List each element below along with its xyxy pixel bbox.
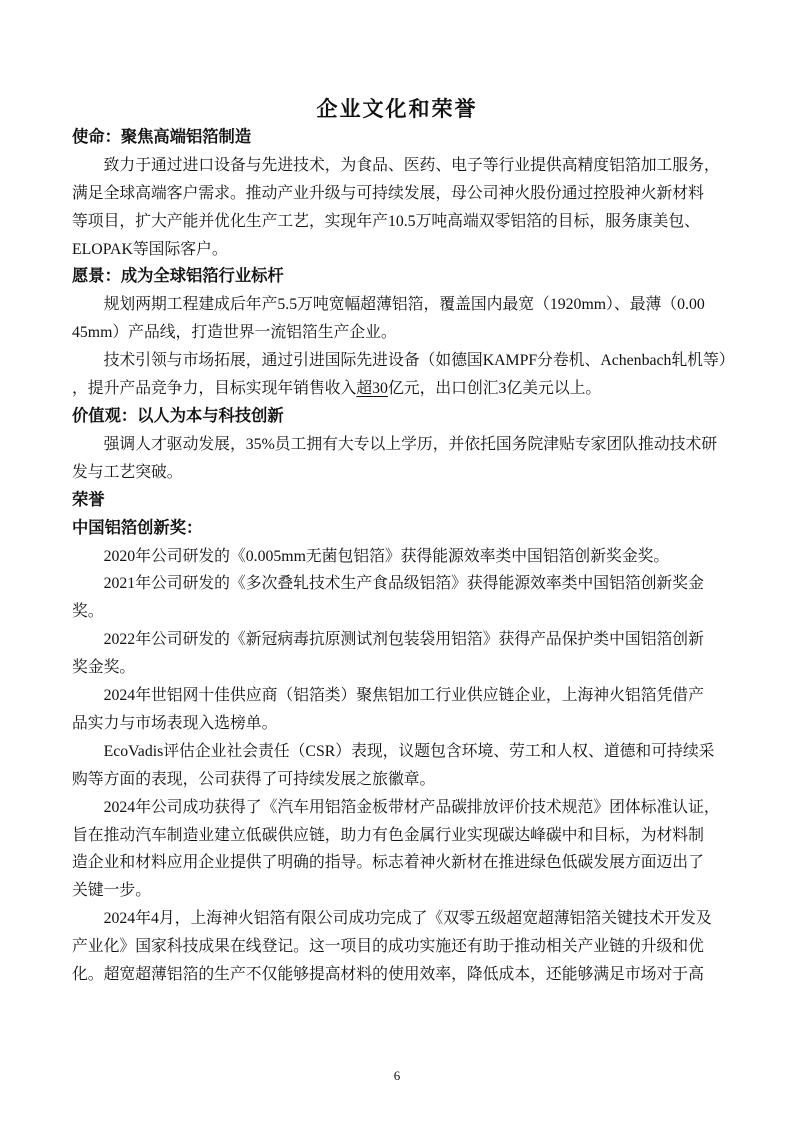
section-heading: 愿景：成为全球铝箔行业标杆 xyxy=(72,267,284,286)
text-line xyxy=(72,375,722,403)
page-number: 6 xyxy=(393,1068,401,1083)
text-line: ELOPAK等国际客户。 xyxy=(72,240,228,258)
text-line: 规划两期工程建成后年产5.5万吨宽幅超薄铝箔，覆盖国内最宽（1920mm）、最薄（0.00 xyxy=(103,296,705,314)
text-line: 强调人才驱动发展，35%员工拥有大专以上学历，并依托国务院津贴专家团队推动技术研 xyxy=(103,435,718,453)
text-line: 2020年公司研发的《0.005mm无菌包铝箔》获得能源效率类中国铝箔创新奖金奖。 xyxy=(103,547,670,565)
page-title: 企业文化和荣誉 xyxy=(316,98,478,121)
document-body xyxy=(72,96,735,989)
text-line: 2024年公司成功获得了《汽车用铝箔金板带材产品碳排放评价技术规范》团体标准认证， xyxy=(103,798,720,816)
text-line: 2021年公司研发的《多次叠轧技术生产食品级铝箔》获得能源效率类中国铝箔创新奖金 xyxy=(103,575,704,593)
text-line: 奖金奖。 xyxy=(72,659,136,677)
section-heading: 中国铝箔创新奖： xyxy=(72,518,203,537)
text-line: 购等方面的表现，公司获得了可持续发展之旅徽章。 xyxy=(72,770,436,788)
text-line: 奖。 xyxy=(72,603,104,621)
page-footer xyxy=(0,1068,794,1084)
section-heading: 使命：聚焦高端铝箔制造 xyxy=(72,127,252,146)
text-line: EcoVadis评估企业社会责任（CSR）表现，议题包含环境、劳工和人权、道德和可持续采 xyxy=(103,742,715,760)
text-line: 致力于通过进口设备与先进技术，为食品、医药、电子等行业提供高精度铝箔加工服务， xyxy=(103,156,720,174)
text-line: 化。超宽超薄铝箔的生产不仅能够提高材料的使用效率，降低成本，还能够满足市场对于高 xyxy=(72,966,704,984)
text-line: 品实力与市场表现入选榜单。 xyxy=(72,714,278,732)
text-line: 2024年世铝网十佳供应商（铝箔类）聚焦铝加工行业供应链企业，上海神火铝箔凭借产 xyxy=(103,687,704,705)
section-heading: 荣誉 xyxy=(72,490,105,509)
text-line: 发与工艺突破。 xyxy=(72,463,183,481)
text-line: 产业化》国家科技成果在线登记。这一项目的成功实施还有助于推动相关产业链的升级和优 xyxy=(72,938,704,956)
text-line: 2022年公司研发的《新冠病毒抗原测试剂包装袋用铝箔》获得产品保护类中国铝箔创新 xyxy=(103,631,704,649)
text-line: 等项目，扩大产能并优化生产工艺，实现年产10.5万吨高端双零铝箔的目标，服务康美包、 xyxy=(72,212,700,230)
text-line: 关键一步。 xyxy=(72,882,151,900)
section-heading: 价值观：以人为本与科技创新 xyxy=(72,406,284,425)
underlined-text: 超30 xyxy=(356,380,388,398)
text-segment: ，提升产品竞争力，目标实现年销售收入 xyxy=(72,380,357,398)
text-line: 2024年4月，上海神火铝箔有限公司成功完成了《双零五级超宽超薄铝箔关键技术开发及 xyxy=(103,910,712,928)
text-line: 造企业和材料应用企业提供了明确的指导。标志着神火新材在推进绿色低碳发展方面迈出了 xyxy=(72,854,704,872)
text-line: 旨在推动汽车制造业建立低碳供应链，助力有色金属行业实现碳达峰碳中和目标，为材料制 xyxy=(72,826,704,844)
text-segment: 亿元，出口创汇3亿美元以上。 xyxy=(387,380,602,398)
text-line: 技术引领与市场拓展，通过引进国际先进设备（如德国KAMPF分卷机、Achenbach轧机等） xyxy=(103,352,735,370)
text-line: 满足全球高端客户需求。推动产业升级与可持续发展，母公司神火股份通过控股神火新材料 xyxy=(72,184,704,202)
text-line: 45mm）产品线，打造世界一流铝箔生产企业。 xyxy=(72,324,397,342)
